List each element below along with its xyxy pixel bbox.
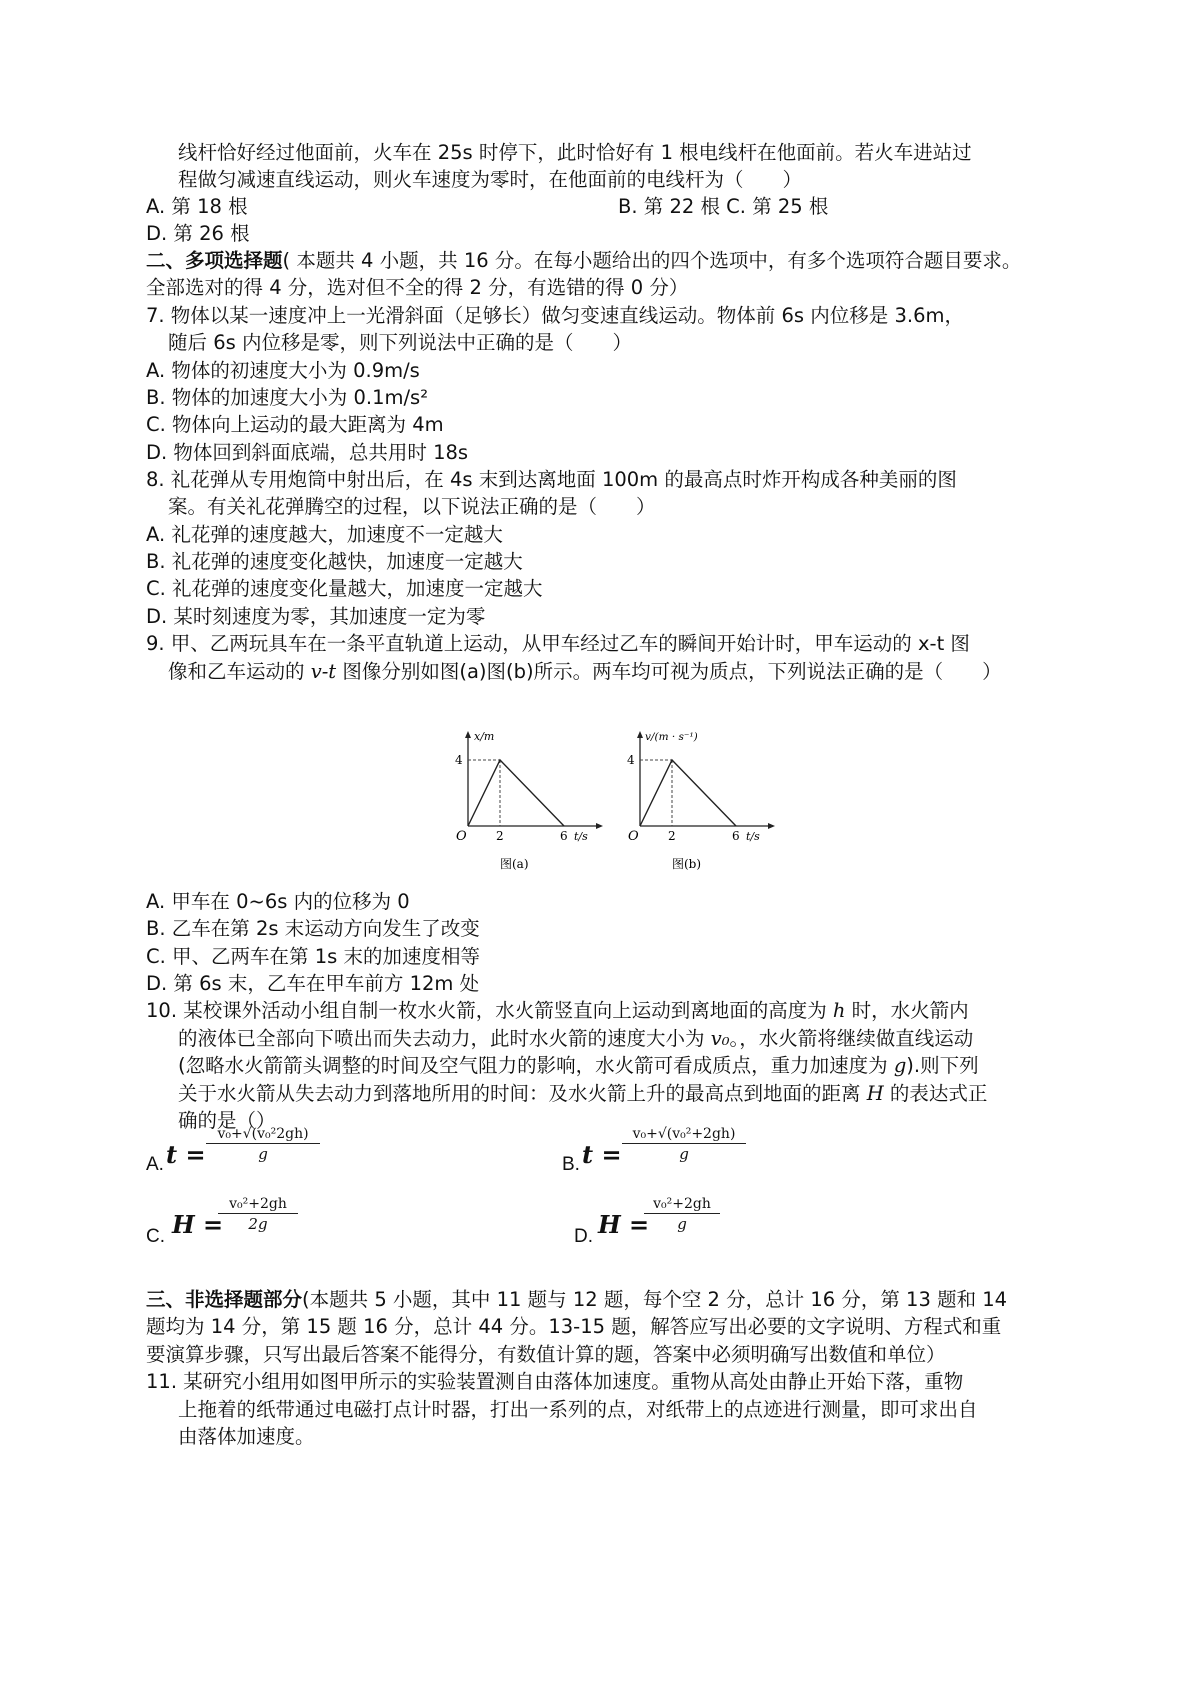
formula-numerator: v₀+√(v₀²+2gh) [622,1126,746,1144]
section2-title: 二、多项选择题 [146,249,283,272]
formula-fraction [218,1196,298,1233]
section3-title: 三、非选择题部分 [146,1288,303,1311]
q7-option-c: C. 物体向上运动的最大距离为 4m [146,413,444,436]
q6-stem-line1: 线杆恰好经过他面前，火车在 25s 时停下，此时恰好有 1 根电线杆在他面前。若火车进站过 [178,141,972,164]
q9-option-a: A. 甲车在 0~6s 内的位移为 0 [146,890,410,913]
figure-a-x-arrow [596,823,603,829]
q11-stem-line3: 由落体加速度。 [178,1425,315,1448]
formula-fraction [622,1126,746,1163]
q7-stem-line1: 7. 物体以某一速度冲上一光滑斜面（足够长）做匀变速直线运动。物体前 6s 内位移是 3.6m， [146,304,964,327]
formula-denominator: g [679,1145,689,1163]
figure-b-xlabel: t/s [746,830,760,843]
q8-option-b: B. 礼花弹的速度变化越快，加速度一定越大 [146,550,523,573]
H-symbol: H [866,1082,884,1105]
v0-symbol: v₀ [710,1027,730,1050]
formula-lhs: H = [172,1210,224,1239]
q9-option-d: D. 第 6s 末，乙车在甲车前方 12m 处 [146,972,480,995]
figure-b [612,728,802,878]
formula-numerator: v₀²+2gh [218,1196,298,1214]
formula-numerator: v₀+√(v₀²2gh) [206,1126,320,1144]
section2-header [146,247,1021,275]
q9-stem-line1: 9. 甲、乙两玩具车在一条平直轨道上运动，从甲车经过乙车的瞬间开始计时，甲车运动的 x-t 图 [146,632,970,655]
q7-option-d: D. 物体回到斜面底端，总共用时 18s [146,441,469,464]
figure-b-graph [612,728,802,878]
figure-b-y-arrow [637,731,643,738]
q10-stem-line3: (忽略水火箭箭头调整的时间及空气阻力的影响，水火箭可看成质点，重力加速度为 g).则下列 [178,1054,979,1077]
q10-stem-line1: 10. 某校课外活动小组自制一枚水火箭，水火箭竖直向上运动到离地面的高度为 h 时，水火箭内 [146,999,969,1022]
figure-a-xtick-6: 6 [560,829,568,843]
figure-b-x-arrow [768,823,775,829]
q9-option-b: B. 乙车在第 2s 末运动方向发生了改变 [146,917,480,940]
q6-option-b-c: B. 第 22 根 C. 第 25 根 [618,195,829,218]
figure-b-ylabel: v/(m · s⁻¹) [645,731,698,743]
q10-option-c-label: C. [146,1226,165,1247]
formula-denominator: 2g [248,1215,268,1233]
q10-stem-line5: 确的是（） [178,1109,276,1132]
formula-lhs: t = [582,1140,622,1169]
q6-stem-line2: 程做匀减速直线运动，则火车速度为零时，在他面前的电线杆为（ ） [178,168,803,191]
q8-option-c: C. 礼花弹的速度变化量越大，加速度一定越大 [146,577,543,600]
q9-stem-line2: 像和乙车运动的 v-t 图像分别如图(a)图(b)所示。两车均可视为质点，下列说法正确的是（ ） [168,660,1002,683]
q8-stem-line2: 案。有关礼花弹腾空的过程，以下说法正确的是（ ） [168,495,656,518]
vt-symbol: v-t [310,660,337,683]
figure-a [440,728,620,878]
section3-header [146,1286,1007,1314]
figure-a-ylabel: x/m [474,730,495,743]
q9-option-c: C. 甲、乙两车在第 1s 末的加速度相等 [146,945,480,968]
figure-b-caption: 图(b) [672,857,702,871]
figure-b-xtick-6: 6 [732,829,740,843]
figure-a-origin: O [456,829,467,844]
formula-numerator: v₀²+2gh [644,1196,720,1214]
figure-a-y-arrow [465,731,471,738]
figure-a-curve [468,760,564,826]
section2-description-line2: 全部选对的得 4 分，选对但不全的得 2 分，有选错的得 0 分） [146,276,689,299]
q10-stem-line4: 关于水火箭从失去动力到落地所用的时间：及水火箭上升的最高点到地面的距离 H 的表达式正 [178,1082,988,1105]
q10-option-a-label: A. [146,1154,164,1175]
q8-option-a: A. 礼花弹的速度越大，加速度不一定越大 [146,523,503,546]
section3-description: (本题共 5 小题，其中 11 题与 12 题，每个空 2 分，总计 16 分，第 13 题和 14 [302,1288,1008,1311]
formula-lhs: H = [598,1210,650,1239]
q7-stem-line2: 随后 6s 内位移是零，则下列说法中正确的是（ ） [168,331,632,354]
q10-option-b-formula [582,1126,752,1176]
formula-denominator: g [677,1215,687,1233]
q7-option-a: A. 物体的初速度大小为 0.9m/s [146,359,420,382]
q7-option-b: B. 物体的加速度大小为 0.1m/s² [146,386,429,409]
q11-stem-line1: 11. 某研究小组用如图甲所示的实验装置测自由落体加速度。重物从高处由静止开始下落，重物 [146,1370,964,1393]
figure-b-xtick-2: 2 [668,829,676,843]
q8-stem-line1: 8. 礼花弹从专用炮筒中射出后，在 4s 末到达离地面 100m 的最高点时炸开构成各种美丽的图 [146,468,957,491]
q10-option-d-label: D. [574,1226,593,1247]
figure-a-graph [440,728,620,878]
q10-stem-line2: 的液体已全部向下喷出而失去动力，此时水火箭的速度大小为 v₀。，水火箭将继续做直线运动 [178,1027,974,1050]
q10-option-c-formula [172,1196,312,1248]
figure-b-ytick: 4 [627,753,635,767]
q6-option-a: A. 第 18 根 [146,195,248,218]
section3-description-line2: 题均为 14 分，第 15 题 16 分，总计 44 分。13-15 题，解答应写出必要的文字说明、方程式和重 [146,1315,1002,1338]
figure-a-xlabel: t/s [574,830,588,843]
q6-option-d: D. 第 26 根 [146,222,250,245]
q11-stem-line2: 上拖着的纸带通过电磁打点计时器，打出一系列的点，对纸带上的点迹进行测量，即可求出自 [178,1398,978,1421]
figure-a-xtick-2: 2 [496,829,504,843]
section2-description: ( 本题共 4 小题，共 16 分。在每小题给出的四个选项中，有多个选项符合题目要求。 [282,249,1022,272]
formula-lhs: t = [166,1140,206,1169]
q10-option-b-label: B. [562,1154,580,1175]
figure-a-caption: 图(a) [500,857,529,871]
formula-fraction [206,1126,320,1163]
q8-option-d: D. 某时刻速度为零，其加速度一定为零 [146,605,486,628]
figure-b-curve [640,760,736,826]
formula-fraction [644,1196,720,1233]
g-symbol: g [893,1054,907,1077]
h-symbol: h [832,999,846,1022]
section3-description-line3: 要演算步骤，只写出最后答案不能得分，有数值计算的题，答案中必须明确写出数值和单位） [146,1343,946,1366]
figure-b-origin: O [628,829,639,844]
q10-option-a-formula [166,1126,326,1176]
q10-option-d-formula [598,1196,738,1248]
figure-a-ytick: 4 [455,753,463,767]
formula-denominator: g [258,1145,268,1163]
